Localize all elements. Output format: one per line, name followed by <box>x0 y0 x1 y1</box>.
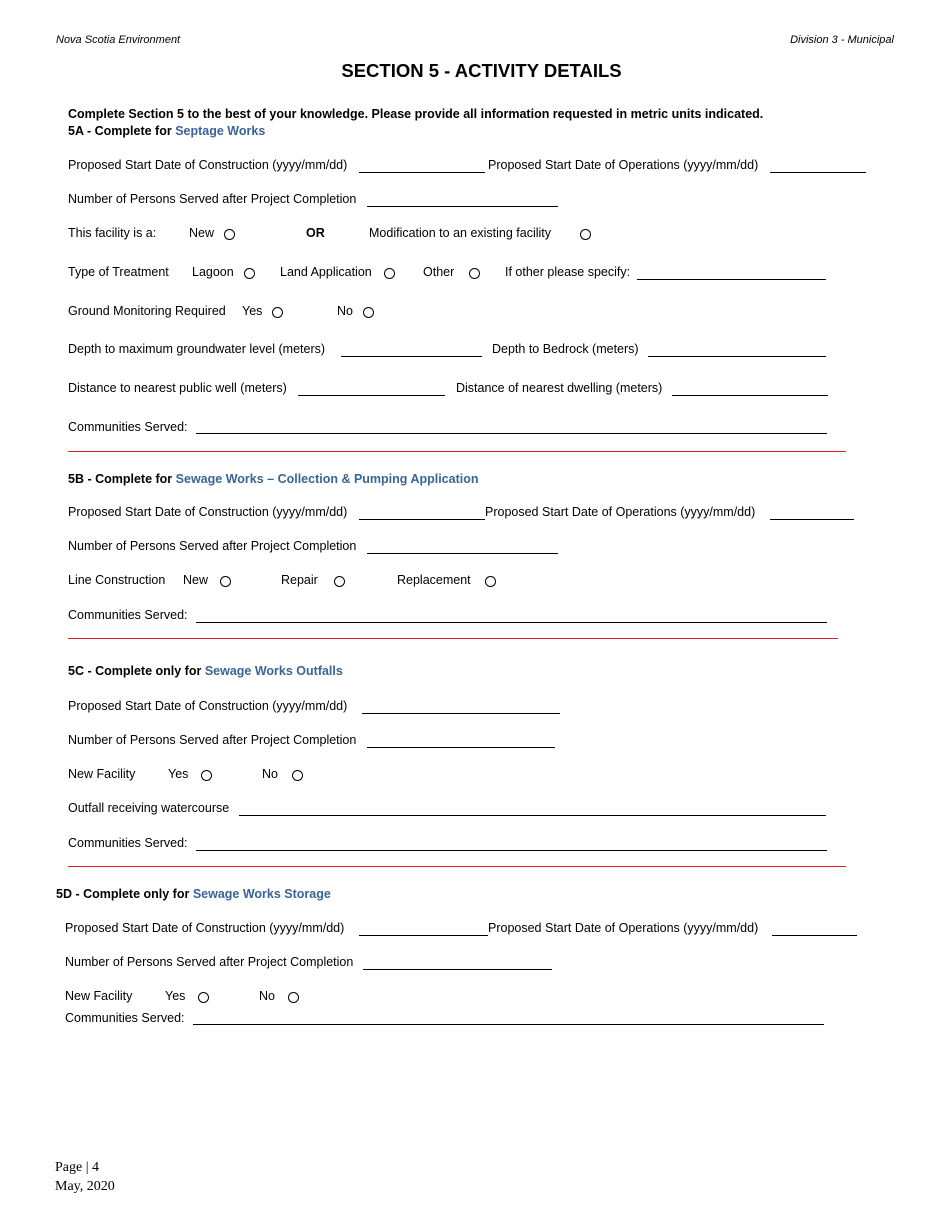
page-number: Page | 4 <box>55 1160 100 1175</box>
5d-no-radio[interactable] <box>288 992 299 1003</box>
5c-no-label: No <box>262 767 278 781</box>
5a-treatment-type-label: Type of Treatment <box>68 265 169 279</box>
5a-other-specify-label: If other please specify: <box>505 265 631 279</box>
5b-communities-served-label: Communities Served: <box>68 608 188 622</box>
5b-persons-served-label: Number of Persons Served after Project Completion <box>68 539 357 553</box>
intro-text: Complete Section 5 to the best of your knowledge. Please provide all information requested in metric units indicated. <box>68 107 764 121</box>
page-title: SECTION 5 - ACTIVITY DETAILS <box>341 60 622 81</box>
5a-new-radio[interactable] <box>224 229 235 240</box>
5a-distance-dwelling-label: Distance of nearest dwelling (meters) <box>456 381 663 395</box>
5c-persons-served-field[interactable] <box>367 747 555 748</box>
5d-start-construction-label: Proposed Start Date of Construction (yyyy/mm/dd) <box>65 921 345 935</box>
5b-start-construction-field[interactable] <box>359 519 485 520</box>
5b-repair-label: Repair <box>281 573 318 587</box>
5a-facility-is-label: This facility is a: <box>68 226 157 240</box>
5b-repair-radio[interactable] <box>334 576 345 587</box>
5a-lagoon-label: Lagoon <box>192 265 234 279</box>
5a-other-label: Other <box>423 265 455 279</box>
5d-persons-served-label: Number of Persons Served after Project Completion <box>65 955 354 969</box>
section-5b-prefix: 5B - Complete for <box>68 472 173 486</box>
5b-start-operations-label: Proposed Start Date of Operations (yyyy/mm/dd) <box>485 505 756 519</box>
section-5a-prefix: 5A - Complete for <box>68 124 172 138</box>
5b-communities-served-field[interactable] <box>196 622 827 623</box>
5b-replacement-radio[interactable] <box>485 576 496 587</box>
section-5d-prefix: 5D - Complete only for <box>56 887 190 901</box>
footer-date: May, 2020 <box>55 1179 115 1194</box>
section-5d-heading <box>56 887 331 901</box>
5a-land-application-radio[interactable] <box>384 268 395 279</box>
5a-distance-dwelling-field[interactable] <box>672 395 828 396</box>
5a-distance-well-field[interactable] <box>298 395 445 396</box>
5b-replacement-label: Replacement <box>397 573 471 587</box>
5a-start-operations-field[interactable] <box>770 172 866 173</box>
5a-monitoring-no-radio[interactable] <box>363 307 374 318</box>
5d-start-operations-field[interactable] <box>772 935 857 936</box>
5a-monitoring-yes-label: Yes <box>242 304 263 318</box>
5d-communities-served-label: Communities Served: <box>65 1011 185 1025</box>
5a-other-specify-field[interactable] <box>637 279 826 280</box>
section-divider <box>68 638 838 639</box>
5a-land-application-label: Land Application <box>280 265 372 279</box>
5b-start-construction-label: Proposed Start Date of Construction (yyyy/mm/dd) <box>68 505 348 519</box>
5a-or-label: OR <box>306 226 325 240</box>
5c-yes-radio[interactable] <box>201 770 212 781</box>
5a-depth-bedrock-field[interactable] <box>648 356 826 357</box>
5a-monitoring-no-label: No <box>337 304 353 318</box>
5a-lagoon-radio[interactable] <box>244 268 255 279</box>
section-5c-heading <box>68 664 343 678</box>
5a-start-construction-label: Proposed Start Date of Construction (yyyy/mm/dd) <box>68 158 348 172</box>
section-5b-highlight: Sewage Works – Collection & Pumping Application <box>175 472 479 486</box>
5c-outfall-label: Outfall receiving watercourse <box>68 801 230 815</box>
5d-persons-served-field[interactable] <box>363 969 552 970</box>
5a-monitoring-yes-radio[interactable] <box>272 307 283 318</box>
5d-start-construction-field[interactable] <box>359 935 488 936</box>
5c-new-facility-label: New Facility <box>68 767 136 781</box>
5c-yes-label: Yes <box>168 767 189 781</box>
5a-persons-served-label: Number of Persons Served after Project Completion <box>68 192 357 206</box>
5c-communities-served-field[interactable] <box>196 850 827 851</box>
5d-yes-label: Yes <box>165 989 186 1003</box>
section-5b-heading <box>68 472 479 486</box>
5c-communities-served-label: Communities Served: <box>68 836 188 850</box>
5c-outfall-field[interactable] <box>239 815 826 816</box>
5a-depth-groundwater-label: Depth to maximum groundwater level (meters) <box>68 342 326 356</box>
5b-new-label: New <box>183 573 209 587</box>
5a-modification-radio[interactable] <box>580 229 591 240</box>
5a-persons-served-field[interactable] <box>367 206 558 207</box>
section-5c-highlight: Sewage Works Outfalls <box>204 664 343 678</box>
5b-line-construction-label: Line Construction <box>68 573 166 587</box>
header-right: Division 3 - Municipal <box>790 34 894 46</box>
5a-start-operations-label: Proposed Start Date of Operations (yyyy/mm/dd) <box>488 158 759 172</box>
5d-communities-served-field[interactable] <box>193 1024 824 1025</box>
section-5a-heading <box>68 124 265 138</box>
5c-start-construction-label: Proposed Start Date of Construction (yyyy/mm/dd) <box>68 699 348 713</box>
5a-modification-label: Modification to an existing facility <box>369 226 552 240</box>
5d-no-label: No <box>259 989 275 1003</box>
5b-start-operations-field[interactable] <box>770 519 854 520</box>
5a-depth-groundwater-field[interactable] <box>341 356 482 357</box>
5d-yes-radio[interactable] <box>198 992 209 1003</box>
5a-start-construction-field[interactable] <box>359 172 485 173</box>
5a-communities-served-field[interactable] <box>196 433 827 434</box>
5c-no-radio[interactable] <box>292 770 303 781</box>
5a-distance-well-label: Distance to nearest public well (meters) <box>68 381 287 395</box>
5d-new-facility-label: New Facility <box>65 989 133 1003</box>
5a-new-label: New <box>189 226 215 240</box>
5a-communities-served-label: Communities Served: <box>68 420 188 434</box>
section-divider <box>68 866 846 867</box>
5a-other-radio[interactable] <box>469 268 480 279</box>
5a-ground-monitoring-label: Ground Monitoring Required <box>68 304 226 318</box>
section-divider <box>68 451 846 452</box>
5b-persons-served-field[interactable] <box>367 553 558 554</box>
section-5c-prefix: 5C - Complete only for <box>68 664 202 678</box>
section-5a-highlight: Septage Works <box>175 124 266 138</box>
5b-new-radio[interactable] <box>220 576 231 587</box>
5c-persons-served-label: Number of Persons Served after Project Completion <box>68 733 357 747</box>
5d-start-operations-label: Proposed Start Date of Operations (yyyy/mm/dd) <box>488 921 759 935</box>
section-5d-highlight: Sewage Works Storage <box>192 887 331 901</box>
header-left: Nova Scotia Environment <box>56 34 181 46</box>
5c-start-construction-field[interactable] <box>362 713 560 714</box>
5a-depth-bedrock-label: Depth to Bedrock (meters) <box>492 342 639 356</box>
